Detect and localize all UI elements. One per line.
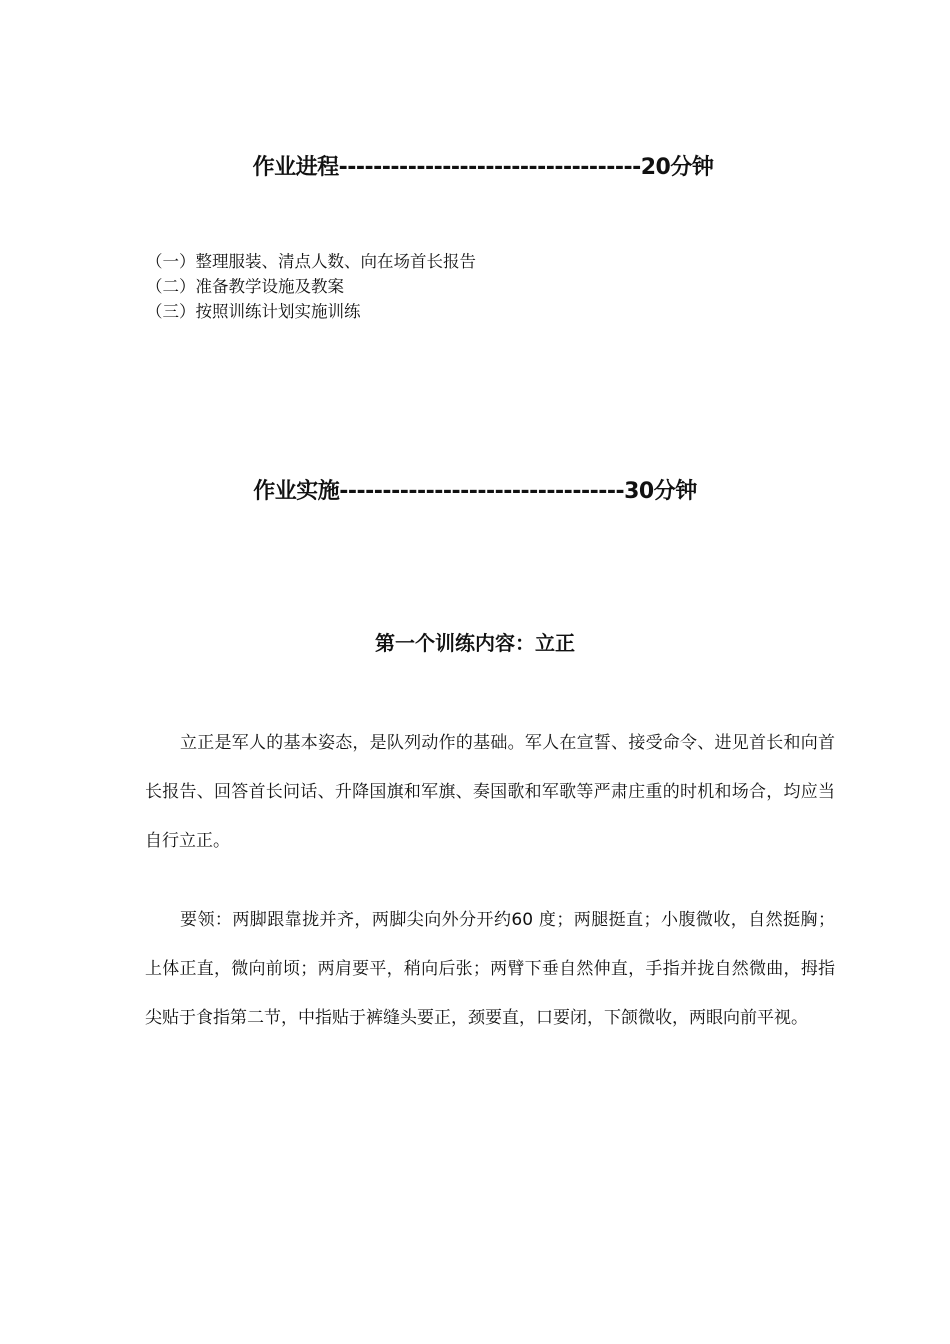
paragraph-definition: 立正是军人的基本姿态，是队列动作的基础。军人在宣誓、接受命令、进见首长和向首长报告、回答首长问话、升降国旗和军旗、奏国歌和军歌等严肃庄重的时机和场合，均应当自行立正。 bbox=[145, 733, 835, 851]
step-item-3: （三）按照训练计划实施训练 bbox=[146, 302, 361, 321]
step-list bbox=[146, 249, 476, 324]
step-item-2: （二）准备教学设施及教案 bbox=[146, 277, 344, 296]
step-item-1: （一）整理服装、清点人数、向在场首长报告 bbox=[146, 252, 476, 271]
progress-heading: 作业进程-----------------------------------20分钟 bbox=[252, 155, 714, 180]
section-title: 第一个训练内容：立正 bbox=[375, 631, 575, 655]
implementation-heading: 作业实施---------------------------------30分钟 bbox=[253, 479, 697, 504]
paragraph-essentials: 要领：两脚跟靠拢并齐，两脚尖向外分开约60 度；两腿挺直；小腹微收，自然挺胸；上体正直，微向前顷；两肩要平，稍向后张；两臂下垂自然伸直，手指并拢自然微曲，拇指尖贴于食指第二节，中指贴于裤缝头要正，颈要直，口要闭，下颌微收，两眼向前平视。 bbox=[145, 910, 835, 1028]
